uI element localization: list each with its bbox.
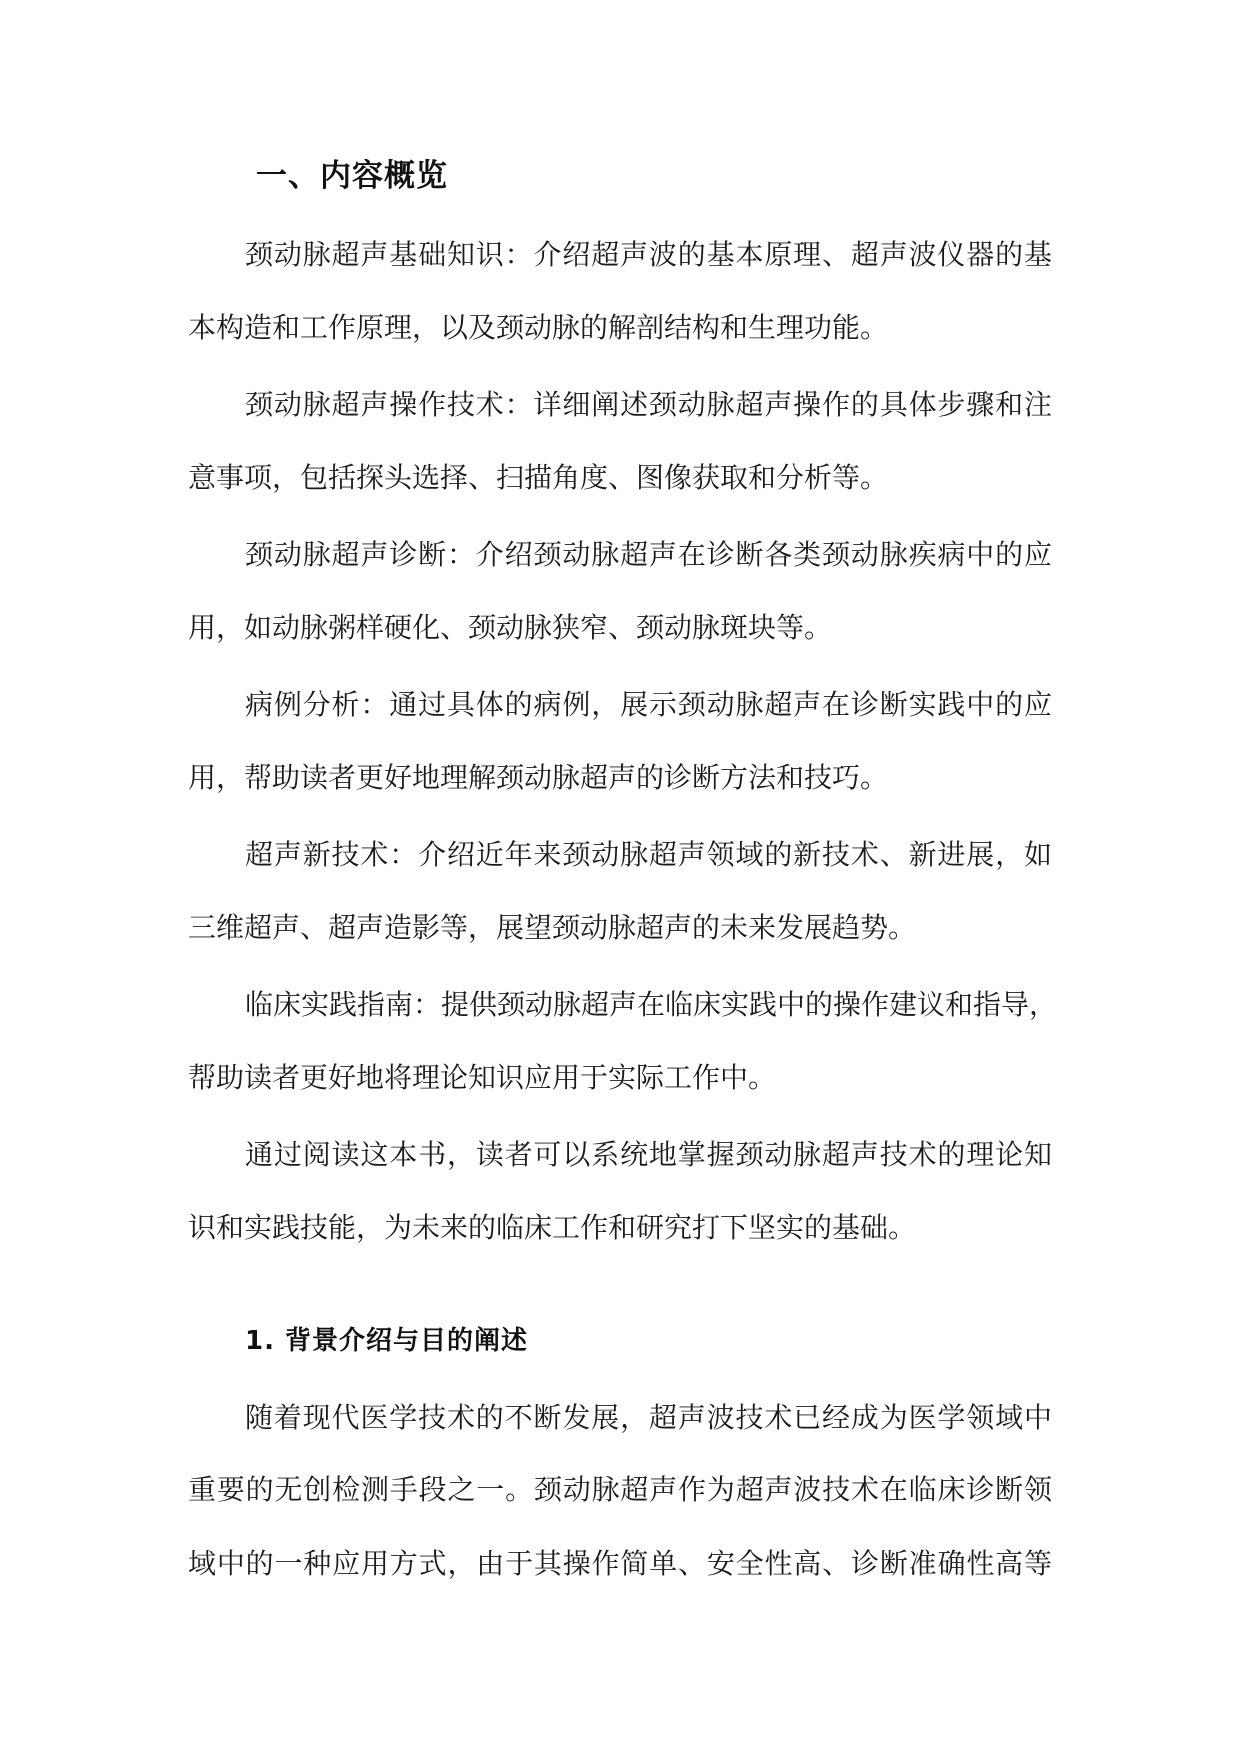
paragraph-diagnosis-line-1: 颈动脉超声诊断：介绍颈动脉超声在诊断各类颈动脉疾病中的应 [245,538,1052,571]
background-line-3: 域中的一种应用方式，由于其操作简单、安全性高、诊断准确性高等 [188,1547,1052,1580]
background-line-1: 随着现代医学技术的不断发展，超声波技术已经成为医学领域中 [245,1401,1052,1434]
paragraph-basics-line-2: 本构造和工作原理，以及颈动脉的解剖结构和生理功能。 [188,311,889,344]
section-heading: 一、内容概览 [256,158,448,194]
paragraph-summary-line-2: 识和实践技能，为未来的临床工作和研究打下坚实的基础。 [188,1211,917,1244]
paragraph-basics-line-1: 颈动脉超声基础知识：介绍超声波的基本原理、超声波仪器的基 [245,238,1052,271]
paragraph-diagnosis-line-2: 用，如动脉粥样硬化、颈动脉狭窄、颈动脉斑块等。 [188,611,833,644]
paragraph-new-tech-line-2: 三维超声、超声造影等，展望颈动脉超声的未来发展趋势。 [188,911,917,944]
paragraph-new-tech-line-1: 超声新技术：介绍近年来颈动脉超声领域的新技术、新进展，如 [245,838,1052,871]
paragraph-cases-line-1: 病例分析：通过具体的病例，展示颈动脉超声在诊断实践中的应 [245,688,1052,721]
subsection-heading: 1. 背景介绍与目的阐述 [245,1326,529,1356]
paragraph-summary-line-1: 通过阅读这本书，读者可以系统地掌握颈动脉超声技术的理论知 [245,1138,1052,1171]
paragraph-cases-line-2: 用，帮助读者更好地理解颈动脉超声的诊断方法和技巧。 [188,761,889,794]
paragraph-operation-line-2: 意事项，包括探头选择、扫描角度、图像获取和分析等。 [188,461,889,494]
paragraph-guidelines-line-2: 帮助读者更好地将理论知识应用于实际工作中。 [188,1061,777,1094]
paragraph-operation-line-1: 颈动脉超声操作技术：详细阐述颈动脉超声操作的具体步骤和注 [245,388,1052,421]
background-line-2: 重要的无创检测手段之一。颈动脉超声作为超声波技术在临床诊断领 [188,1473,1052,1506]
paragraph-guidelines-line-1: 临床实践指南：提供颈动脉超声在临床实践中的操作建议和指导， [245,988,1058,1021]
